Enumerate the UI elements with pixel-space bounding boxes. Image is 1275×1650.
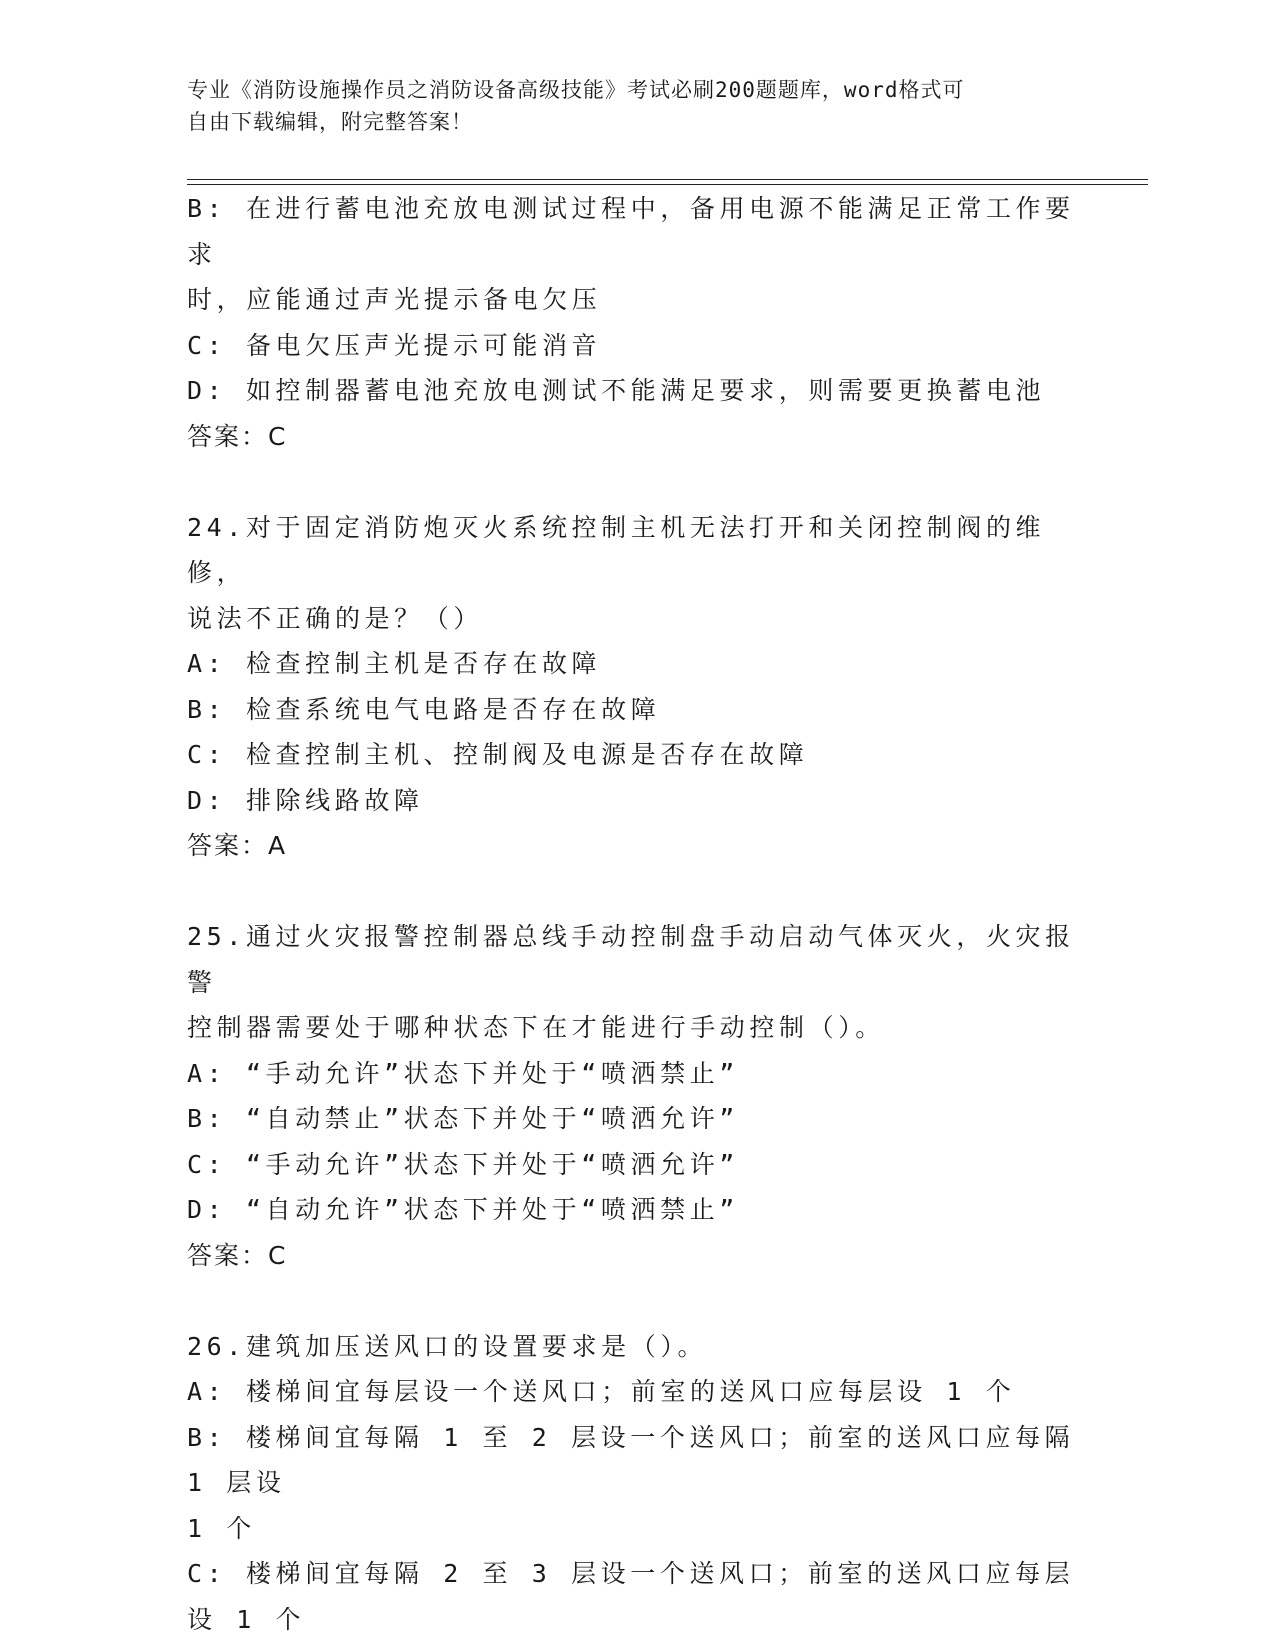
option-a: A: 检查控制主机是否存在故障 — [187, 649, 602, 678]
header-line-1: 专业《消防设施操作员之消防设备高级技能》考试必刷200题题库，word格式可 — [187, 78, 965, 102]
option-b-line-1: B: 楼梯间宜每隔 1 至 2 层设一个送风口；前室的送风口应每隔 1 层设 — [187, 1422, 1094, 1497]
question-text-line-2: 说法不正确的是？（） — [187, 603, 484, 633]
option-d: D: 如控制器蓄电池充放电测试不能满足要求，则需要更换蓄电池 — [187, 376, 1046, 405]
question-block-24 — [187, 505, 1087, 869]
option-b: B: “自动禁止”状态下并处于“喷洒允许” — [187, 1104, 739, 1133]
spacer — [187, 1278, 1087, 1324]
option-c: C: 检查控制主机、控制阀及电源是否存在故障 — [187, 740, 809, 769]
option-c: C: 备电欠压声光提示可能消音 — [187, 330, 602, 360]
question-content — [187, 186, 1094, 1642]
option-d: D: 排除线路故障 — [187, 785, 424, 815]
answer: 答案：C — [187, 421, 288, 451]
answer: 答案：C — [187, 1240, 288, 1270]
option-b-line-1: B: 在进行蓄电池充放电测试过程中，备用电源不能满足正常工作要求 — [187, 194, 1075, 269]
question-text-line-1: 25.通过火灾报警控制器总线手动控制盘手动启动气体灭火，火灾报警 — [187, 922, 1075, 997]
question-block-25 — [187, 914, 1087, 1278]
option-b-line-2: 时，应能通过声光提示备电欠压 — [187, 285, 602, 314]
spacer — [187, 869, 1087, 915]
question-text-line-2: 控制器需要处于哪种状态下在才能进行手动控制（）。 — [187, 1013, 885, 1042]
question-block-26 — [187, 1324, 1094, 1643]
header-divider-bottom — [187, 184, 1148, 185]
question-text: 26.建筑加压送风口的设置要求是（）。 — [187, 1331, 708, 1361]
option-c: C: “手动允许”状态下并处于“喷洒允许” — [187, 1149, 739, 1179]
header-line-2: 自由下载编辑，附完整答案！ — [187, 110, 473, 134]
option-b-line-2: 1 个 — [187, 1513, 256, 1543]
option-c: C: 楼梯间宜每隔 2 至 3 层设一个送风口；前室的送风口应每层设 1 个 — [187, 1559, 1075, 1634]
document-header — [187, 74, 1067, 138]
option-a: A: 楼梯间宜每层设一个送风口；前室的送风口应每层设 1 个 — [187, 1377, 1016, 1406]
answer: 答案：A — [187, 831, 288, 860]
option-d: D: “自动允许”状态下并处于“喷洒禁止” — [187, 1195, 739, 1224]
option-a: A: “手动允许”状态下并处于“喷洒禁止” — [187, 1058, 739, 1088]
question-text-line-1: 24.对于固定消防炮灭火系统控制主机无法打开和关闭控制阀的维修， — [187, 512, 1046, 587]
option-b: B: 检查系统电气电路是否存在故障 — [187, 694, 661, 724]
question-block-23 — [187, 186, 1087, 459]
header-divider-top — [187, 179, 1148, 180]
spacer — [187, 459, 1087, 505]
